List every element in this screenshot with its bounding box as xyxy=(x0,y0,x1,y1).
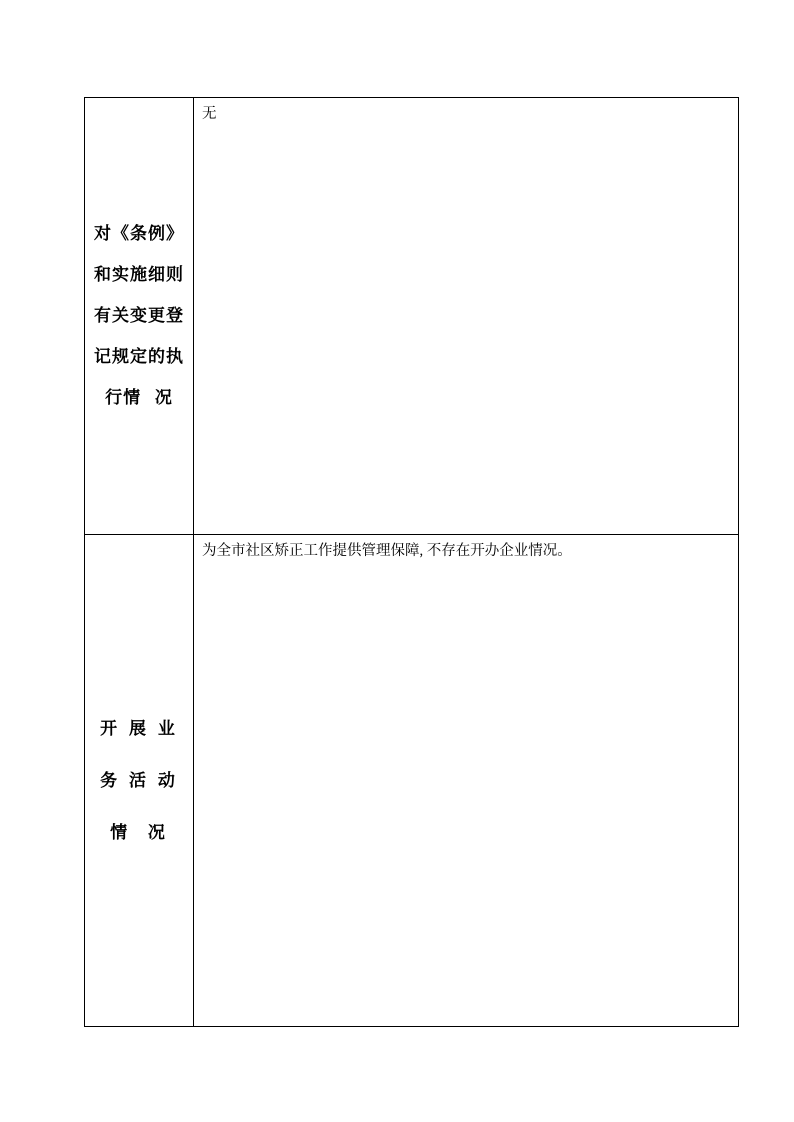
row-label-text: 对《条例》和实施细则有关变更登记规定的执行情 况 xyxy=(94,223,184,408)
table-row xyxy=(85,98,739,535)
row-content-text: 无 xyxy=(202,106,217,122)
table-row xyxy=(85,535,739,1027)
row-content-regulation-execution xyxy=(194,98,739,535)
row-label-regulation-execution xyxy=(85,98,194,535)
report-table xyxy=(84,97,739,1027)
row-label-business-activities xyxy=(85,535,194,1027)
row-content-business-activities xyxy=(194,535,739,1027)
row-content-text: 为全市社区矫正工作提供管理保障, 不存在开办企业情况。 xyxy=(202,543,572,559)
row-label-text: 开 展 业 务 活 动 情 况 xyxy=(100,718,187,843)
